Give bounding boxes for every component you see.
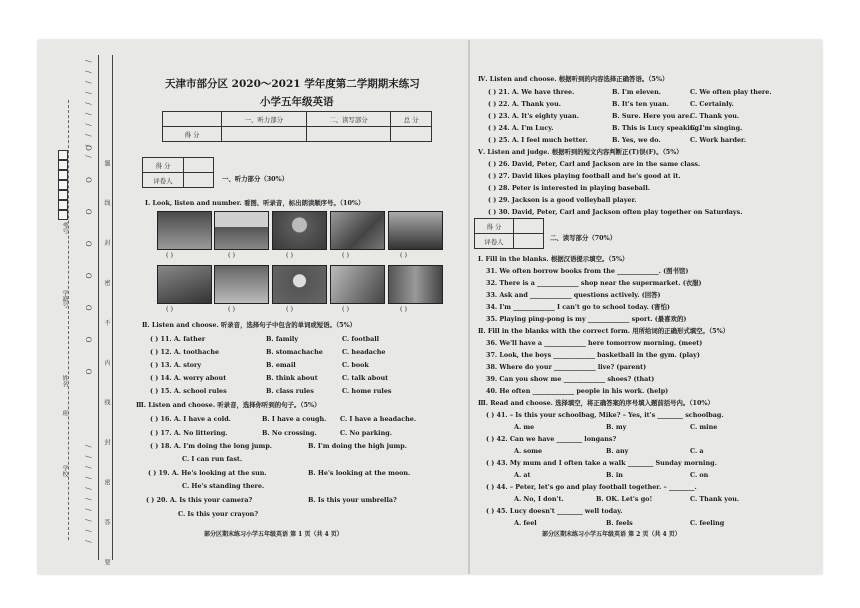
gutter-label-class: 班 [61, 410, 68, 416]
gutter-circles: O O O O O O O O [84, 145, 92, 387]
section-8-heading: Ⅲ. Read and choose. 选择填空，将正确答案的序号填入题前括号内。（10%） [478, 399, 714, 407]
q12-a: ( ) 12. A. toothache [150, 348, 220, 356]
answer-paren[interactable]: ( ) [342, 251, 350, 259]
score-col-listening: 一、听力部分 [222, 112, 307, 127]
part1-title: 一、听力部分（30%） [222, 175, 289, 183]
answer-paren[interactable]: ( ) [228, 305, 236, 313]
answer-paren[interactable]: ( ) [286, 305, 294, 313]
q39: 39. Can you show me _____________ shoes? (that) [486, 375, 655, 383]
answer-paren[interactable]: ( ) [342, 305, 350, 313]
marker-score-label: 得 分 [475, 219, 514, 234]
q16-c: C. I have a headache. [340, 415, 417, 423]
picture-3 [272, 211, 327, 250]
id-box [58, 160, 68, 170]
q13-c: C. book [342, 361, 369, 369]
id-box [58, 180, 68, 190]
picture-4 [330, 211, 385, 250]
marker-name-cell[interactable] [184, 173, 214, 188]
q21-a: ( ) 21. A. We have three. [488, 88, 575, 96]
q18-a: ( ) 18. A. I'm doing the long jump. [150, 442, 273, 450]
score-row-label: 得 分 [163, 127, 222, 142]
q24-c: C. I'm singing. [690, 124, 743, 132]
q23-a: ( ) 23. A. It's eighty yuan. [488, 112, 579, 120]
section-5-heading: Ⅴ. Listen and judge. 根据听到的短文内容判断正(T)误(F)。（5%） [478, 148, 683, 156]
q18-c: C. I can run fast. [182, 455, 243, 463]
section-3-heading: Ⅲ. Listen and choose. 听录音，选择你听到的句子。（5%） [136, 401, 321, 409]
exam-subtitle: 小学五年级英语 [260, 96, 334, 108]
q44-a: A. No, I don't. [514, 495, 564, 503]
answer-paren[interactable]: ( ) [286, 251, 294, 259]
score-col-total: 总 分 [391, 112, 432, 127]
answer-paren[interactable]: ( ) [166, 305, 174, 313]
q23-b: B. Sure. Here you are. [612, 112, 692, 120]
q43-a: A. at [514, 471, 531, 479]
id-box [58, 150, 68, 160]
q43-c: C. on [690, 471, 709, 479]
q15-a: ( ) 15. A. school rules [150, 387, 227, 395]
q31: 31. We often borrow books from the _____________. (图书馆) [486, 267, 689, 275]
section-7-heading: Ⅱ. Fill in the blanks with the correct form. 用所给词的正确形式填空。（5%） [478, 327, 730, 335]
section-1-heading: Ⅰ. Look, listen and number. 看图、听录音，标出朗读顺序号。（10%） [145, 199, 365, 207]
gutter-slashes-bottom: / / / / / / / / / / [84, 445, 92, 546]
q26: ( ) 26. David, Peter, Carl and Jackson are in the same class. [488, 160, 701, 168]
gutter-label-name: 姓名 [61, 375, 68, 387]
q17-b: B. No crossing. [262, 429, 317, 437]
q40: 40. He often _____________ people in his work. (help) [486, 387, 669, 395]
q20-b: B. Is this your umbrella? [308, 496, 397, 504]
picture-7 [214, 265, 269, 304]
marker-name-label: 评卷人 [475, 234, 514, 249]
page-2-footer: 部分区期末练习小学五年级英语 第 2 页（共 4 页） [542, 531, 681, 538]
answer-paren[interactable]: ( ) [400, 251, 408, 259]
q25-c: C. Work harder. [690, 136, 747, 144]
q44: ( ) 44. – Peter, let's go and play football together. – ________. [486, 483, 697, 491]
q24-b: B. This is Lucy speaking. [612, 124, 702, 132]
q36: 36. We'll have a _____________ here tomorrow morning. (meet) [486, 339, 703, 347]
q22-a: ( ) 22. A. Thank you. [488, 100, 561, 108]
q15-b: B. class rules [266, 387, 314, 395]
gutter-label-school: 学校 [61, 465, 68, 477]
q21-c: C. We often play there. [690, 88, 772, 96]
picture-2 [214, 211, 269, 250]
answer-paren[interactable]: ( ) [400, 305, 408, 313]
picture-5 [388, 211, 443, 250]
part2-title: 二、读写部分（70%） [550, 234, 617, 242]
q14-c: C. talk about [342, 374, 389, 382]
answer-paren[interactable]: ( ) [228, 251, 236, 259]
q20-c: C. Is this your crayon? [178, 510, 259, 518]
q42: ( ) 42. Can we have ________ longans? [486, 435, 617, 443]
q24-a: ( ) 24. A. I'm Lucy. [488, 124, 554, 132]
q25-b: B. Yes, we do. [612, 136, 661, 144]
q45-a: A. feel [514, 519, 537, 527]
q13-a: ( ) 13. A. story [150, 361, 202, 369]
q44-c: C. Thank you. [690, 495, 740, 503]
q41-a: A. me [514, 423, 535, 431]
q41: ( ) 41. – Is this your schoolbag, Mike? – Yes, it's ________ schoolbag. [486, 411, 724, 419]
q41-c: C. mine [690, 423, 718, 431]
gutter-label-exam-number: 考号 [61, 222, 68, 234]
q44-b: B. OK. Let's go! [596, 495, 653, 503]
q35: 35. Playing ping-pong is my _____________ sport. (最喜欢的) [486, 315, 687, 323]
q42-a: A. some [514, 447, 543, 455]
q25-a: ( ) 25. A. I feel much better. [488, 136, 588, 144]
q45: ( ) 45. Lucy doesn't ________ well today. [486, 507, 623, 515]
section-4-heading: Ⅳ. Listen and choose. 根据听到的内容选择正确答语。（5%） [478, 75, 669, 83]
q12-b: B. stomachache [266, 348, 323, 356]
score-cell[interactable] [391, 127, 432, 142]
q42-c: C. a [690, 447, 704, 455]
score-cell[interactable] [306, 127, 391, 142]
score-cell[interactable] [222, 127, 307, 142]
q21-b: B. I'm eleven. [612, 88, 661, 96]
q11-c: C. football [342, 335, 380, 343]
picture-1 [157, 211, 212, 250]
score-col-reading: 二、读写部分 [306, 112, 391, 127]
gutter-seal-text: 题 线 封 密 不 内 线 封 密 答 要 [103, 160, 110, 582]
score-table [162, 111, 432, 142]
q20-a: ( ) 20. A. Is this your camera? [146, 496, 253, 504]
q42-b: B. any [606, 447, 629, 455]
q45-b: B. feels [606, 519, 633, 527]
q11-a: ( ) 11. A. father [150, 335, 206, 343]
marker-score-cell[interactable] [514, 219, 544, 234]
page-fold [468, 40, 470, 574]
gutter-rule [112, 55, 113, 560]
picture-10 [388, 265, 443, 304]
q43: ( ) 43. My mum and I often take a walk ________ Sunday morning. [486, 459, 717, 467]
q16-a: ( ) 16. A. I have a cold. [150, 415, 231, 423]
id-box [58, 190, 68, 200]
q11-b: B. family [266, 335, 299, 343]
q19-c: C. He's standing there. [182, 482, 265, 490]
q23-c: C. Thank you. [690, 112, 740, 120]
q30: ( ) 30. David, Peter, Carl and Jackson often play together on Saturdays. [488, 208, 743, 216]
q15-c: C. home rules [342, 387, 392, 395]
q33: 33. Ask and _____________ questions actively. (回答) [486, 291, 661, 299]
q29: ( ) 29. Jackson is a good volleyball player. [488, 196, 637, 204]
q17-a: ( ) 17. A. No littering. [150, 429, 228, 437]
score-table-corner [163, 112, 222, 127]
q18-b: B. I'm doing the high jump. [308, 442, 407, 450]
picture-9 [330, 265, 385, 304]
marker-box-2 [474, 218, 544, 249]
q14-a: ( ) 14. A. worry about [150, 374, 227, 382]
q17-c: C. No parking. [340, 429, 392, 437]
q12-c: C. headache [342, 348, 386, 356]
picture-6 [157, 265, 212, 304]
q22-c: C. Certainly. [690, 100, 734, 108]
q22-b: B. It's ten yuan. [612, 100, 669, 108]
section-2-heading: Ⅱ. Listen and choose. 听录音，选择句子中包含的单词或短语。（5%） [142, 321, 357, 329]
q43-b: B. in [606, 471, 623, 479]
q45-c: C. feeling [690, 519, 725, 527]
marker-score-label: 得 分 [143, 158, 184, 173]
q27: ( ) 27. David likes playing football and he's good at it. [488, 172, 681, 180]
q41-b: B. my [606, 423, 627, 431]
gutter-rule [98, 55, 99, 560]
marker-name-label: 评卷人 [143, 173, 184, 188]
q37: 37. Look, the boys _____________ basketball in the gym. (play) [486, 351, 700, 359]
section-6-heading: Ⅰ. Fill in the blanks. 根据汉语提示填空。（5%） [478, 255, 629, 263]
exam-title: 天津市部分区 2020～2021 学年度第二学期期末练习 [165, 78, 420, 90]
gutter-line [68, 100, 69, 540]
q38: 38. Where do your _____________ live? (parent) [486, 363, 647, 371]
id-box [58, 170, 68, 180]
id-box [58, 200, 68, 210]
gutter-label-student-id: 学籍号 [61, 290, 68, 308]
q14-b: B. think about [266, 374, 318, 382]
q32: 32. There is a _____________ shop near the supermarket. (衣服) [486, 279, 702, 287]
q19-a: ( ) 19. A. He's looking at the sun. [148, 469, 267, 477]
id-box [58, 210, 68, 220]
marker-name-cell[interactable] [514, 234, 544, 249]
marker-box [142, 157, 214, 188]
marker-score-cell[interactable] [184, 158, 214, 173]
gutter-slashes-top: / / / / / / / / / / [84, 60, 92, 161]
q34: 34. I'm _____________ I can't go to school today. (害怕) [486, 303, 670, 311]
q28: ( ) 28. Peter is interested in playing baseball. [488, 184, 651, 192]
q16-b: B. I have a cough. [262, 415, 327, 423]
picture-8 [272, 265, 327, 304]
answer-paren[interactable]: ( ) [166, 251, 174, 259]
q19-b: B. He's looking at the moon. [308, 469, 411, 477]
q13-b: B. email [266, 361, 296, 369]
page-1-footer: 部分区期末练习小学五年级英语 第 1 页（共 4 页） [204, 531, 343, 538]
